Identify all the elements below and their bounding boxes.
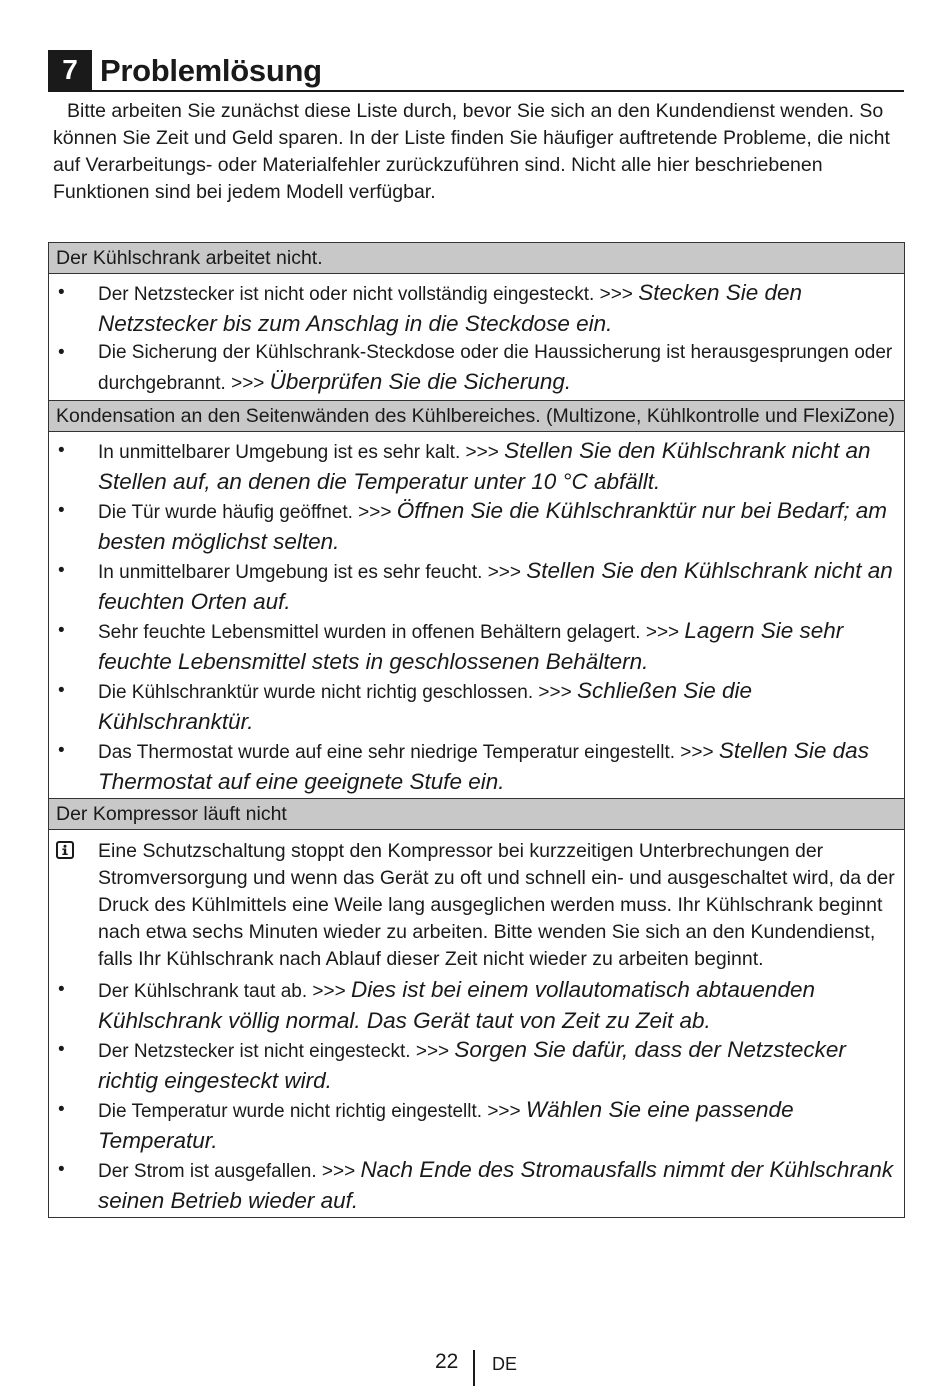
chapter-title: Problemlösung bbox=[100, 53, 322, 88]
list-item bbox=[49, 975, 896, 1035]
item-remedy: Stellen Sie den Kühlschrank nicht an Stellen auf, an denen die Temperatur unter 10 °C abfällt. bbox=[98, 438, 871, 494]
item-cause: Sehr feuchte Lebensmittel wurden in offenen Behältern gelagert. >>> bbox=[98, 622, 685, 643]
item-cause: Der Kühlschrank taut ab. >>> bbox=[98, 981, 351, 1002]
bullet-icon: • bbox=[58, 1099, 65, 1120]
item-remedy: Wählen Sie eine passende Temperatur. bbox=[98, 1097, 794, 1153]
language-code: DE bbox=[492, 1354, 518, 1374]
intro-text: Bitte arbeiten Sie zunächst diese Liste durch, bevor Sie sich an den Kundendienst wenden. So können Sie Zeit und Geld sparen. In der Liste finden Sie häufiger auftretende Probleme, die nicht auf Verarbeitungs- oder Materialfehler zurückzuführen sind. Nicht alle hier beschriebenen Funktionen sind bei jedem Modell verfügbar. bbox=[53, 100, 890, 203]
bullet-icon: • bbox=[58, 740, 65, 761]
bullet-icon: • bbox=[58, 282, 65, 303]
bullet-icon: • bbox=[58, 680, 65, 701]
list-item bbox=[49, 736, 896, 796]
item-cause: Die Tür wurde häufig geöffnet. >>> bbox=[98, 502, 397, 523]
bullet-icon: • bbox=[58, 560, 65, 581]
bullet-icon: • bbox=[58, 440, 65, 461]
chapter-number: 7 bbox=[48, 50, 92, 90]
item-remedy: Lagern Sie sehr feuchte Lebensmittel stets in geschlossenen Behältern. bbox=[98, 618, 844, 674]
item-cause: In unmittelbarer Umgebung ist es sehr kalt. >>> bbox=[98, 442, 505, 463]
item-cause: Die Sicherung der Kühlschrank-Steckdose oder die Haussicherung ist herausgesprungen oder durchgebrannt. >>> bbox=[98, 342, 893, 394]
item-remedy: Nach Ende des Stromausfalls nimmt der Kühlschrank seinen Betrieb wieder auf. bbox=[98, 1157, 894, 1213]
section-body bbox=[49, 830, 904, 1217]
list-item bbox=[49, 278, 896, 338]
item-cause: Die Kühlschranktür wurde nicht richtig geschlossen. >>> bbox=[98, 682, 577, 703]
section-header: Der Kompressor läuft nicht bbox=[49, 798, 904, 830]
item-remedy: Sorgen Sie dafür, dass der Netzstecker richtig eingesteckt wird. bbox=[98, 1037, 846, 1093]
info-note bbox=[49, 838, 896, 973]
item-cause: Der Netzstecker ist nicht eingesteckt. >>> bbox=[98, 1041, 455, 1062]
item-remedy: Schließen Sie die Kühlschranktür. bbox=[98, 678, 753, 734]
list-item bbox=[49, 556, 896, 616]
item-remedy: Stellen Sie das Thermostat auf eine geeignete Stufe ein. bbox=[98, 738, 869, 794]
section-header: Kondensation an den Seitenwänden des Kühlbereiches. (Multizone, Kühlkontrolle und FlexiZone) bbox=[49, 400, 904, 432]
bullet-icon: • bbox=[58, 1039, 65, 1060]
bullet-icon: • bbox=[58, 1159, 65, 1180]
footer-divider bbox=[473, 1350, 475, 1386]
item-cause: Der Strom ist ausgefallen. >>> bbox=[98, 1161, 361, 1182]
item-remedy: Öffnen Sie die Kühlschranktür nur bei Bedarf; am besten möglichst selten. bbox=[98, 498, 888, 554]
info-icon bbox=[56, 841, 74, 859]
section-body bbox=[49, 274, 904, 400]
bullet-icon: • bbox=[58, 342, 65, 363]
list-item bbox=[49, 1035, 896, 1095]
list-item bbox=[49, 338, 896, 398]
item-cause: In unmittelbarer Umgebung ist es sehr feucht. >>> bbox=[98, 562, 527, 583]
bullet-icon: • bbox=[58, 500, 65, 521]
item-remedy: Stellen Sie den Kühlschrank nicht an feuchten Orten auf. bbox=[98, 558, 893, 614]
item-remedy: Überprüfen Sie die Sicherung. bbox=[269, 369, 572, 394]
section-body bbox=[49, 432, 904, 798]
list-item bbox=[49, 436, 896, 496]
page-number: 22 bbox=[435, 1350, 459, 1373]
page-footer bbox=[0, 1346, 950, 1386]
list-item bbox=[49, 616, 896, 676]
list-item bbox=[49, 676, 896, 736]
list-item bbox=[49, 1155, 896, 1215]
list-item bbox=[49, 1095, 896, 1155]
item-remedy: Stecken Sie den Netzstecker bis zum Anschlag in die Steckdose ein. bbox=[98, 280, 803, 336]
item-cause: Der Netzstecker ist nicht oder nicht vollständig eingesteckt. >>> bbox=[98, 284, 639, 305]
section-header: Der Kühlschrank arbeitet nicht. bbox=[49, 243, 904, 274]
chapter-heading bbox=[48, 50, 904, 92]
troubleshooting-table bbox=[48, 242, 905, 1218]
item-remedy: Dies ist bei einem vollautomatisch abtauenden Kühlschrank völlig normal. Das Gerät taut von Zeit zu Zeit ab. bbox=[98, 977, 815, 1033]
intro-paragraph bbox=[53, 98, 903, 206]
list-item bbox=[49, 496, 896, 556]
bullet-icon: • bbox=[58, 620, 65, 641]
info-text: Eine Schutzschaltung stoppt den Kompressor bei kurzzeitigen Unterbrechungen der Stromversorgung und wenn das Gerät zu oft und schnell ein- und ausgeschaltet wird, da der Druck des Kühlmittels eine Weile lang ausgeglichen werden muss. Ihr Kühlschrank beginnt nach etwa sechs Minuten wieder zu arbeiten. Bitte wenden Sie sich an den Kundendienst, falls Ihr Kühlschrank nach Ablauf dieser Zeit nicht wieder zu arbeiten beginnt. bbox=[98, 840, 895, 970]
item-cause: Die Temperatur wurde nicht richtig eingestellt. >>> bbox=[98, 1101, 526, 1122]
bullet-icon: • bbox=[58, 979, 65, 1000]
item-cause: Das Thermostat wurde auf eine sehr niedrige Temperatur eingestellt. >>> bbox=[98, 742, 719, 763]
